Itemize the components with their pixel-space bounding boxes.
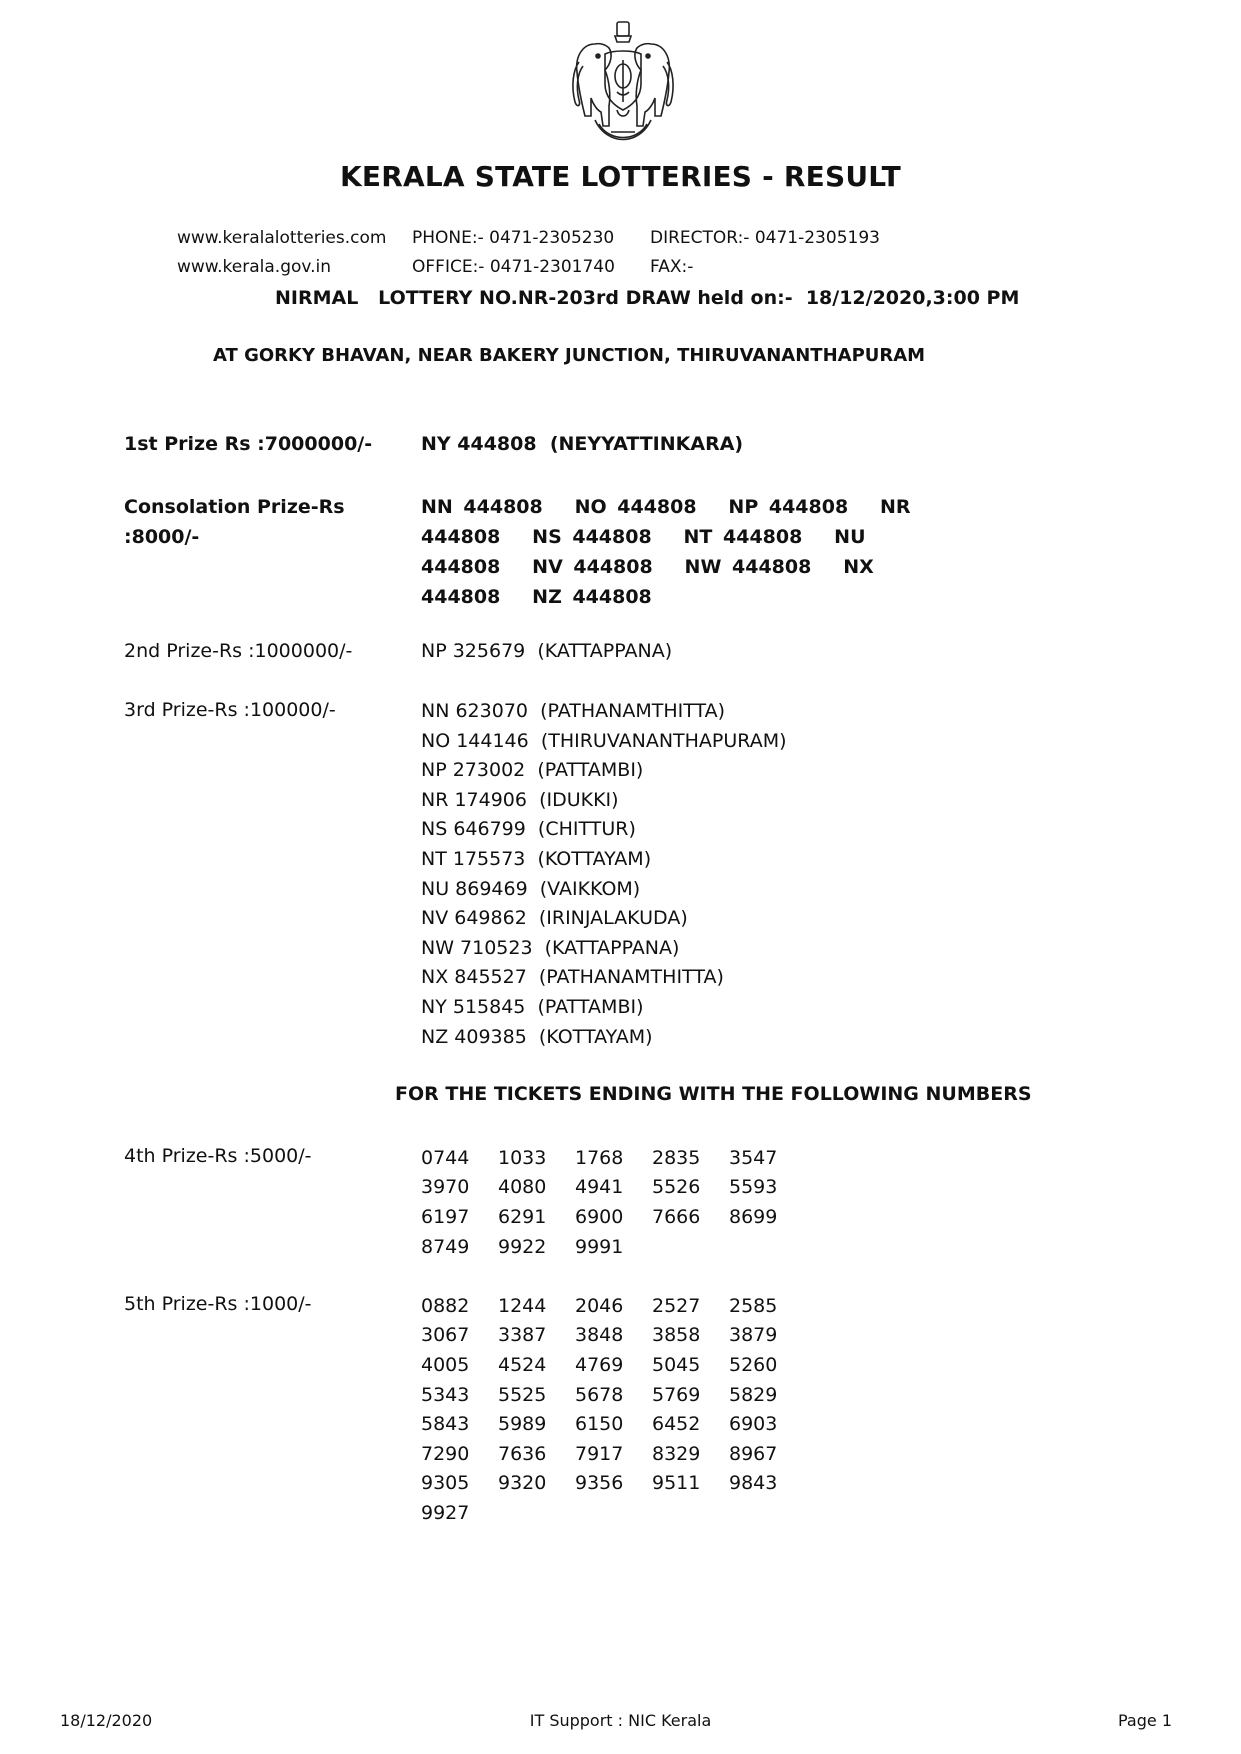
ticket-number: 4524 bbox=[498, 1353, 547, 1376]
ticket-number: 8967 bbox=[729, 1442, 778, 1465]
ticket-number: 8699 bbox=[729, 1205, 778, 1228]
ticket-number: 9843 bbox=[729, 1472, 778, 1495]
ticket-number: 5526 bbox=[652, 1176, 701, 1199]
ticket-number: 5829 bbox=[729, 1383, 778, 1406]
draw-info: NIRMAL LOTTERY NO.NR-203rd DRAW held on:- 18/12/2020,3:00 PM bbox=[275, 287, 1020, 309]
ticket-number: 6900 bbox=[575, 1205, 624, 1228]
first-prize-label: 1st Prize Rs :7000000/- bbox=[124, 433, 373, 455]
page-title: KERALA STATE LOTTERIES - RESULT bbox=[340, 160, 901, 193]
list-item: NW 710523 (KATTAPPANA) bbox=[421, 936, 680, 959]
ticket-number: 5045 bbox=[652, 1353, 701, 1376]
ticket-number: 0744 bbox=[421, 1146, 470, 1169]
ticket-number: 4769 bbox=[575, 1353, 624, 1376]
ticket-number: 3387 bbox=[498, 1324, 547, 1347]
kerala-state-emblem-icon bbox=[565, 14, 681, 150]
ticket-number: 3848 bbox=[575, 1324, 624, 1347]
ticket-number: 1244 bbox=[498, 1294, 547, 1317]
ticket-number: 7666 bbox=[652, 1205, 701, 1228]
consolation-prize-label: Consolation Prize-Rs :8000/- bbox=[124, 496, 345, 548]
list-item: NU 869469 (VAIKKOM) bbox=[421, 877, 641, 900]
fourth-prize-numbers bbox=[421, 1143, 806, 1261]
list-item: NN 623070 (PATHANAMTHITTA) bbox=[421, 700, 726, 722]
fifth-prize-numbers bbox=[421, 1291, 806, 1528]
list-item: NO 144146 (THIRUVANANTHAPURAM) bbox=[421, 729, 787, 752]
ticket-number: 2046 bbox=[575, 1294, 624, 1317]
ticket-number: 2835 bbox=[652, 1146, 701, 1169]
list-item: NY 515845 (PATTAMBI) bbox=[421, 995, 644, 1018]
third-prize-label: 3rd Prize-Rs :100000/- bbox=[124, 699, 336, 721]
list-item: NS 646799 (CHITTUR) bbox=[421, 818, 636, 841]
ticket-number: 0882 bbox=[421, 1294, 470, 1317]
ticket-number: 9927 bbox=[421, 1501, 470, 1524]
ticket-number: 9305 bbox=[421, 1472, 470, 1495]
footer-page-number: Page 1 bbox=[1118, 1711, 1172, 1730]
ticket-number: 5678 bbox=[575, 1383, 624, 1406]
ticket-number: 6452 bbox=[652, 1413, 701, 1436]
ticket-number: 3970 bbox=[421, 1176, 470, 1199]
consolation-prize-value: NN 444808 NO 444808 NP 444808 NR 444808 NS 444808 NT 444808 NU 444808 NV 444808 NW 444808 NX 444808 NZ 444808 bbox=[421, 496, 922, 608]
director-phone: DIRECTOR:- 0471-2305193 bbox=[650, 228, 880, 248]
ticket-number: 5593 bbox=[729, 1176, 778, 1199]
first-prize-value: NY 444808 (NEYYATTINKARA) bbox=[421, 433, 744, 455]
fourth-prize-label: 4th Prize-Rs :5000/- bbox=[124, 1145, 312, 1167]
ticket-number: 7290 bbox=[421, 1442, 470, 1465]
ticket-number: 2527 bbox=[652, 1294, 701, 1317]
ticket-number: 9511 bbox=[652, 1472, 701, 1495]
ticket-number: 7636 bbox=[498, 1442, 547, 1465]
ticket-number: 8329 bbox=[652, 1442, 701, 1465]
phone-number: PHONE:- 0471-2305230 bbox=[412, 228, 615, 248]
ticket-number: 7917 bbox=[575, 1442, 624, 1465]
ticket-number: 2585 bbox=[729, 1294, 778, 1317]
ticket-number: 3879 bbox=[729, 1324, 778, 1347]
ticket-number: 6903 bbox=[729, 1413, 778, 1436]
website-link-kerala-gov[interactable]: www.kerala.gov.in bbox=[177, 257, 332, 277]
list-item: NX 845527 (PATHANAMTHITTA) bbox=[421, 966, 724, 989]
ticket-number: 9922 bbox=[498, 1235, 547, 1258]
ticket-number: 1768 bbox=[575, 1146, 624, 1169]
ticket-number: 5260 bbox=[729, 1353, 778, 1376]
second-prize-label: 2nd Prize-Rs :1000000/- bbox=[124, 640, 353, 662]
fax-number: FAX:- bbox=[650, 257, 694, 277]
list-item: NP 273002 (PATTAMBI) bbox=[421, 759, 644, 782]
ticket-number: 5843 bbox=[421, 1413, 470, 1436]
office-phone: OFFICE:- 0471-2301740 bbox=[412, 257, 615, 277]
ticket-number: 4941 bbox=[575, 1176, 624, 1199]
ticket-number: 3858 bbox=[652, 1324, 701, 1347]
ticket-number: 5525 bbox=[498, 1383, 547, 1406]
ticket-number: 3067 bbox=[421, 1324, 470, 1347]
ticket-number: 9356 bbox=[575, 1472, 624, 1495]
list-item: NT 175573 (KOTTAYAM) bbox=[421, 847, 652, 870]
venue-info: AT GORKY BHAVAN, NEAR BAKERY JUNCTION, THIRUVANANTHAPURAM bbox=[213, 345, 926, 366]
ticket-number: 1033 bbox=[498, 1146, 547, 1169]
ticket-number: 9320 bbox=[498, 1472, 547, 1495]
third-prize-list bbox=[421, 697, 787, 1052]
footer-date: 18/12/2020 bbox=[60, 1711, 153, 1730]
ticket-number: 8749 bbox=[421, 1235, 470, 1258]
second-prize-value: NP 325679 (KATTAPPANA) bbox=[421, 640, 673, 662]
ticket-number: 6197 bbox=[421, 1205, 470, 1228]
ticket-number: 4080 bbox=[498, 1176, 547, 1199]
ticket-number: 4005 bbox=[421, 1353, 470, 1376]
footer-support: IT Support : NIC Kerala bbox=[529, 1711, 712, 1730]
ticket-number: 5769 bbox=[652, 1383, 701, 1406]
ticket-number: 6291 bbox=[498, 1205, 547, 1228]
list-item: NZ 409385 (KOTTAYAM) bbox=[421, 1025, 653, 1048]
ticket-number: 5989 bbox=[498, 1413, 547, 1436]
ticket-number: 9991 bbox=[575, 1235, 624, 1258]
ticket-number: 6150 bbox=[575, 1413, 624, 1436]
website-link-lotteries[interactable]: www.keralalotteries.com bbox=[177, 228, 387, 248]
list-item: NR 174906 (IDUKKI) bbox=[421, 788, 619, 811]
fifth-prize-label: 5th Prize-Rs :1000/- bbox=[124, 1293, 312, 1315]
ending-numbers-heading: FOR THE TICKETS ENDING WITH THE FOLLOWING NUMBERS bbox=[395, 1083, 1032, 1105]
list-item: NV 649862 (IRINJALAKUDA) bbox=[421, 907, 688, 930]
ticket-number: 5343 bbox=[421, 1383, 470, 1406]
ticket-number: 3547 bbox=[729, 1146, 778, 1169]
